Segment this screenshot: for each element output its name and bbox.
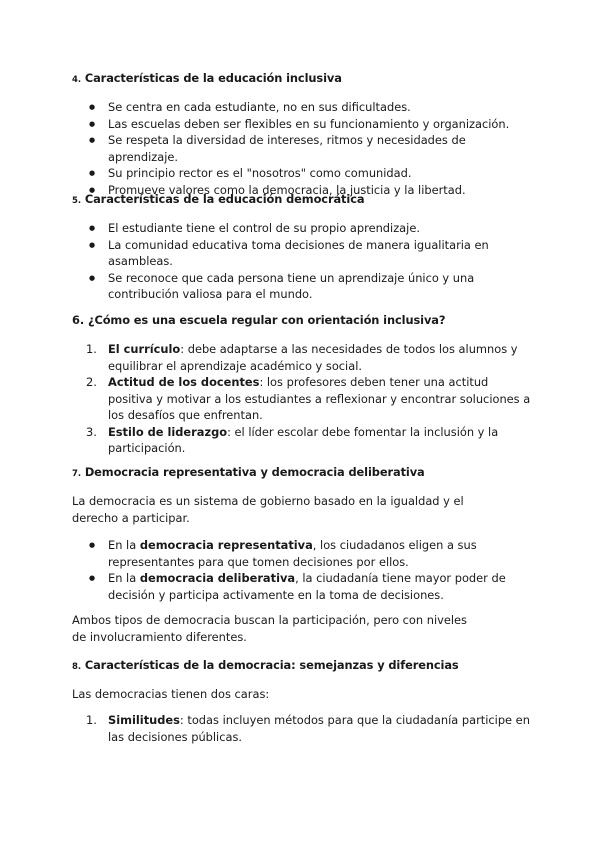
- list-item: 3. Estilo de liderazgo: el líder escolar debe fomentar la inclusión y la participación.: [86, 424, 499, 455]
- list-item: ● Se respeta la diversidad de intereses, ritmos y necesidades de aprendizaje.: [72, 132, 532, 165]
- list-item: 1. Similitudes: todas incluyen métodos para que la ciudadanía participe en las decisiones públicas.: [86, 713, 530, 744]
- heading-section-5: 5. Características de la educación democrática: [72, 192, 365, 206]
- list-item: ● Se reconoce que cada persona tiene un aprendizaje único y una contribución valiosa para el mundo.: [72, 270, 532, 303]
- list-item: ● En la democracia representativa, los ciudadanos eligen a sus representantes para que tomen decisiones por ellos.: [72, 537, 532, 570]
- list-item: ● Se centra en cada estudiante, no en sus dificultades.: [72, 99, 532, 116]
- list-section-8: [72, 712, 532, 745]
- list-item: ● La comunidad educativa toma decisiones de manera igualitaria en asambleas.: [72, 237, 532, 270]
- list-section-4: [72, 99, 532, 198]
- list-section-6: [72, 341, 532, 457]
- heading-section-4: 4. Características de la educación inclusiva: [72, 71, 342, 85]
- list-item: ● En la democracia deliberativa, la ciudadanía tiene mayor poder de decisión y participa activamente en la toma de decisiones.: [72, 570, 532, 603]
- list-section-5: [72, 220, 532, 303]
- paragraph-intro: Las democracias tienen dos caras:: [72, 687, 270, 701]
- list-item: ● El estudiante tiene el control de su propio aprendizaje.: [72, 220, 532, 237]
- list-item: 2. Actitud de los docentes: los profesores deben tener una actitud positiva y motivar a los estudiantes a reflexionar y encontrar soluciones a los desafíos que enfrentan.: [86, 375, 531, 422]
- list-item: ● Su principio rector es el "nosotros" como comunidad.: [72, 165, 532, 182]
- list-section-7: [72, 537, 532, 603]
- list-item: ● Las escuelas deben ser flexibles en su funcionamiento y organización.: [72, 116, 532, 133]
- paragraph-closing: Ambos tipos de democracia buscan la participación, pero con niveles de involucramiento diferentes.: [72, 613, 467, 644]
- heading-section-6: 6. ¿Cómo es una escuela regular con orientación inclusiva?: [72, 313, 446, 327]
- list-item: 1. El currículo: debe adaptarse a las necesidades de todos los alumnos y equilibrar el aprendizaje académico y social.: [86, 342, 518, 373]
- heading-section-8: 8. Características de la democracia: semejanzas y diferencias: [72, 658, 459, 672]
- list-item: ● Promueve valores como la democracia, la justicia y la libertad.: [72, 182, 532, 199]
- paragraph-intro: La democracia es un sistema de gobierno basado en la igualdad y el derecho a participar.: [72, 494, 464, 525]
- heading-section-7: 7. Democracia representativa y democracia deliberativa: [72, 465, 425, 479]
